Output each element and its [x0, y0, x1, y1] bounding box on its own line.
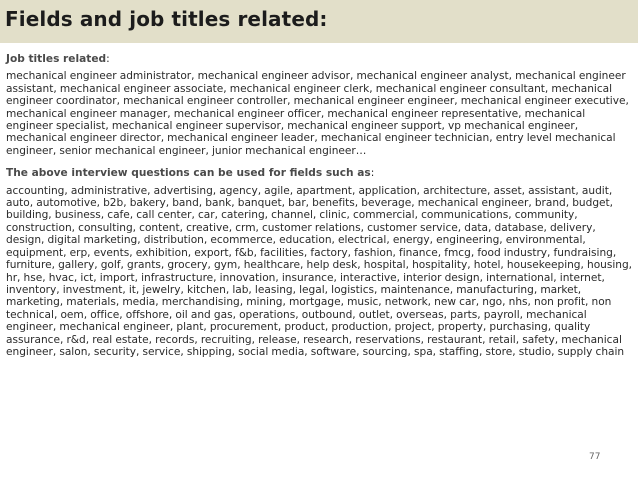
- title-bar: [0, 0, 638, 43]
- fields-heading-colon: :: [370, 167, 375, 180]
- job-titles-list: mechanical engineer administrator, mechanical engineer advisor, mechanical engineer analyst, mechanical engineer assistant, mechanical engineer associate, mechanical engineer clerk, mechanical engineer consultant, mechanical engineer coordinator, mechanical engineer controller, mechanical engineer engineer, mechanical engineer executive, mechanical engineer manager, mechanical engineer officer, mechanical engineer representative, mechanical engineer specialist, mechanical engineer supervisor, mechanical engineer support, vp mechanical engineer, mechanical engineer director, mechanical engineer leader, mechanical engineer technician, entry level mechanical engineer, senior mechanical engineer, junior mechanical engineer…: [6, 70, 629, 157]
- fields-list: accounting, administrative, advertising, agency, agile, apartment, application, architecture, asset, assistant, audit, auto, automotive, b2b, bakery, band, bank, banquet, bar, benefits, beverage, mechanical engineer, brand, budget, building, business, cafe, call center, car, catering, channel, clinic, commercial, communications, community, construction, consulting, content, creative, crm, customer relations, customer service, data, database, delivery, design, digital marketing, distribution, ecommerce, education, electrical, energy, engineering, environmental, equipment, erp, events, exhibition, export, f&b, facilities, factory, fashion, finance, fmcg, food industry, fundraising, furniture, gallery, golf, grants, grocery, gym, healthcare, help desk, hospital, hospitality, hotel, housekeeping, housing, hr, hse, hvac, ict, import, infrastructure, innovation, insurance, interactive, interior design, international, internet, inventory, investment, it, jewelry, kitchen, lab, leasing, legal, logistics, maintenance, manufacturing, market, marketing, materials, media, merchandising, mining, mortgage, music, network, new car, ngo, nhs, non profit, non technical, oem, office, offshore, oil and gas, operations, outbound, outlet, overseas, parts, payroll, mechanical engineer, mechanical engineer, plant, procurement, product, production, project, property, purchasing, quality assurance, r&d, real estate, records, recruiting, release, research, reservations, restaurant, retail, safety, mechanical engineer, salon, security, service, shipping, social media, software, sourcing, spa, staffing, store, studio, supply chain: [6, 184, 633, 358]
- fields-heading-label: The above interview questions can be used for fields such as: [6, 167, 371, 180]
- job-titles-heading: [6, 53, 634, 65]
- job-titles-section: [6, 53, 634, 157]
- slide-title: Fields and job titles related:: [5, 7, 328, 31]
- fields-section: [6, 167, 634, 358]
- job-titles-heading-label: Job titles related: [6, 53, 107, 65]
- fields-heading: [6, 167, 634, 179]
- job-titles-heading-colon: :: [106, 53, 110, 65]
- slide-content: [6, 53, 634, 358]
- page-number: 77: [589, 452, 601, 462]
